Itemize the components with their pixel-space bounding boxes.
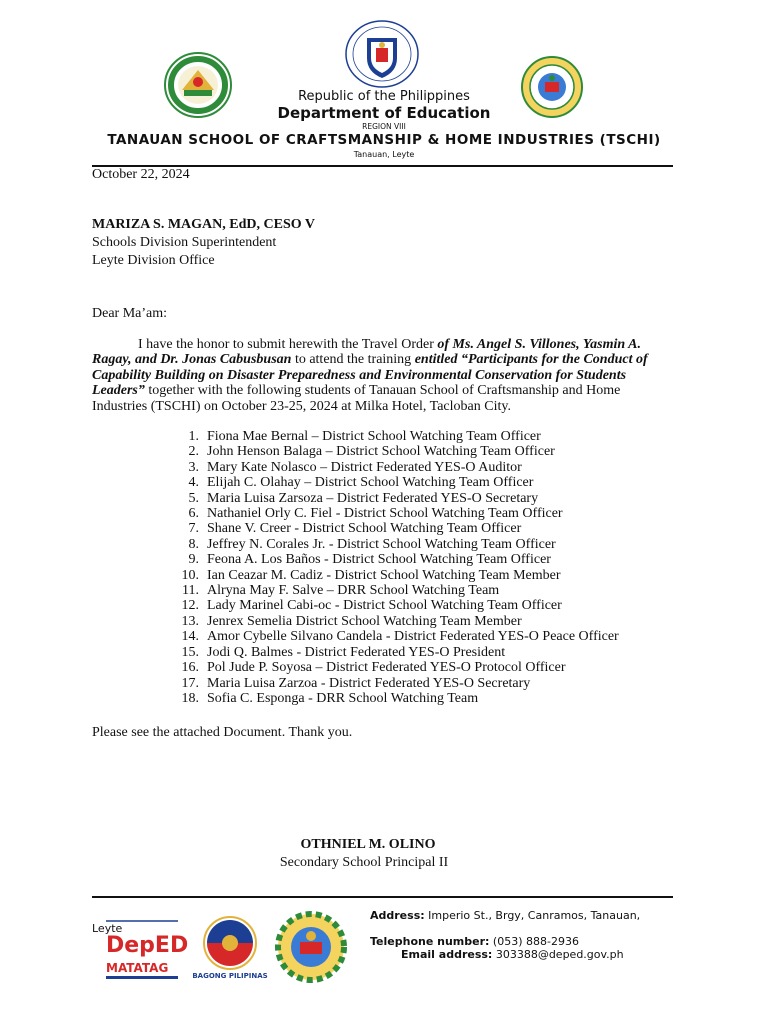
- matatag-logo-text: MATATAG: [106, 961, 169, 975]
- deped-seal-logo: [345, 20, 419, 88]
- list-item-text: Jenrex Semelia District School Watching Team Member: [207, 613, 522, 629]
- list-item-number: 5.: [188, 490, 199, 506]
- email-value: 303388@deped.gov.ph: [492, 948, 624, 961]
- body-travelers: of Ms. Angel S. Villones, Yasmin A. Ragay, and Dr. Jonas Cabusbusan: [92, 337, 641, 368]
- recipient-title: Schools Division Superintendent: [92, 235, 277, 250]
- list-item-number: 17.: [181, 675, 199, 691]
- list-item-number: 9.: [188, 552, 199, 568]
- list-item: [178, 537, 678, 552]
- email-line: [401, 948, 624, 961]
- address-line: [370, 909, 640, 922]
- school-name-heading: TANAUAN SCHOOL OF CRAFTSMANSHIP & HOME INDUSTRIES (TSCHI): [107, 132, 661, 148]
- list-item: [178, 429, 678, 444]
- list-item-text: Pol Jude P. Soyosa – District Federated YES-O Protocol Officer: [207, 660, 566, 676]
- bagong-pilipinas-logo: [192, 915, 268, 981]
- list-item: [178, 598, 678, 613]
- footer-divider: [92, 896, 673, 898]
- list-item-text: John Henson Balaga – District School Watching Team Officer: [207, 444, 555, 460]
- deped-logo-text: DepED: [106, 933, 189, 958]
- list-item: [178, 460, 678, 475]
- list-item-text: Mary Kate Nolasco – District Federated YES-O Auditor: [207, 459, 522, 475]
- tschi-footer-seal-logo: [274, 912, 348, 982]
- list-item: [178, 506, 678, 521]
- address-continuation: Leyte: [92, 922, 123, 935]
- body-text-3: together with the following students of Tanauan School of Craftsmanship and Home Industries (TSCHI) on October 23-25, 2024 at Milka Hotel, Tacloban City.: [92, 383, 621, 414]
- list-item: [178, 583, 678, 598]
- telephone-label: Telephone number:: [370, 935, 490, 948]
- closing-line: Please see the attached Document. Thank you.: [92, 725, 353, 740]
- list-item-number: 16.: [181, 660, 199, 676]
- list-item-text: Alryna May F. Salve – DRR School Watching Team: [207, 583, 500, 599]
- list-item: [178, 660, 678, 675]
- body-text-2: to attend the training: [291, 352, 415, 368]
- list-item-number: 4.: [188, 475, 199, 491]
- list-item-text: Maria Luisa Zarzoa - District Federated YES-O Secretary: [207, 675, 531, 691]
- republic-heading: Republic of the Philippines: [298, 89, 470, 104]
- list-item: [178, 444, 678, 459]
- list-item-text: Amor Cybelle Silvano Candela - District Federated YES-O Peace Officer: [207, 629, 619, 645]
- list-item-text: Shane V. Creer - District School Watching Team Officer: [207, 521, 522, 537]
- list-item-text: Elijah C. Olahay – District School Watching Team Officer: [207, 475, 534, 491]
- list-item-number: 13.: [181, 613, 199, 629]
- letter-date: October 22, 2024: [92, 167, 190, 182]
- list-item: [178, 614, 678, 629]
- list-item-number: 15.: [181, 644, 199, 660]
- list-item-number: 18.: [181, 690, 199, 706]
- list-item-text: Feona A. Los Baños - District School Watching Team Officer: [207, 552, 551, 568]
- list-item-number: 3.: [188, 459, 199, 475]
- list-item-text: Fiona Mae Bernal – District School Watching Team Officer: [207, 429, 541, 444]
- school-city: Tanauan, Leyte: [353, 150, 415, 159]
- list-item-number: 11.: [182, 583, 199, 599]
- department-heading: Department of Education: [277, 104, 491, 122]
- list-item-text: Ian Ceazar M. Cadiz - District School Watching Team Member: [207, 567, 561, 583]
- body-training-title: entitled “Participants for the Conduct of Capability Building on Disaster Preparedness and Environmental Conservation for Students Leaders”: [92, 352, 648, 399]
- list-item-text: Sofia C. Esponga - DRR School Watching Team: [207, 690, 479, 706]
- telephone-value: (053) 888-2936: [489, 935, 579, 948]
- list-item-text: Lady Marinel Cabi-oc - District School Watching Team Officer: [207, 598, 562, 614]
- list-item-text: Jeffrey N. Corales Jr. - District School Watching Team Officer: [207, 536, 556, 552]
- list-item: [178, 521, 678, 536]
- signatory-name: OTHNIEL M. OLINO: [300, 837, 436, 852]
- list-item-number: 2.: [188, 444, 199, 460]
- list-item-text: Jodi Q. Balmes - District Federated YES-O President: [207, 644, 506, 660]
- address-label: Address:: [370, 909, 425, 922]
- list-item: [178, 475, 678, 490]
- list-item-number: 7.: [188, 521, 199, 537]
- list-item: [178, 491, 678, 506]
- student-list: [178, 429, 678, 706]
- list-item: [178, 568, 678, 583]
- list-item-number: 14.: [181, 629, 199, 645]
- salutation: Dear Ma’am:: [92, 306, 168, 321]
- letter-body-paragraph: [92, 337, 666, 414]
- signatory-title: Secondary School Principal II: [279, 855, 449, 870]
- recipient-office: Leyte Division Office: [92, 253, 215, 268]
- telephone-line: [370, 935, 579, 948]
- list-item: [178, 552, 678, 567]
- recipient-name: MARIZA S. MAGAN, EdD, CESO V: [92, 217, 315, 232]
- list-item-number: 8.: [188, 536, 199, 552]
- bagong-pilipinas-text: BAGONG PILIPINAS: [192, 972, 268, 980]
- list-item: [178, 645, 678, 660]
- list-item-number: 6.: [188, 506, 199, 522]
- list-item-number: 10.: [181, 567, 199, 583]
- list-item-number: 1.: [188, 429, 199, 444]
- list-item: [178, 691, 678, 706]
- region-heading: REGION VIII: [362, 122, 406, 131]
- list-item: [178, 629, 678, 644]
- list-item: [178, 676, 678, 691]
- list-item-text: Nathaniel Orly C. Fiel - District School Watching Team Officer: [207, 506, 563, 522]
- address-value: Imperio St., Brgy, Canramos, Tanauan,: [424, 909, 641, 922]
- body-text-1: I have the honor to submit herewith the Travel Order: [138, 337, 438, 352]
- email-label: Email address:: [401, 948, 493, 961]
- list-item-text: Maria Luisa Zarsoza – District Federated YES-O Secretary: [207, 490, 539, 506]
- list-item-number: 12.: [181, 598, 199, 614]
